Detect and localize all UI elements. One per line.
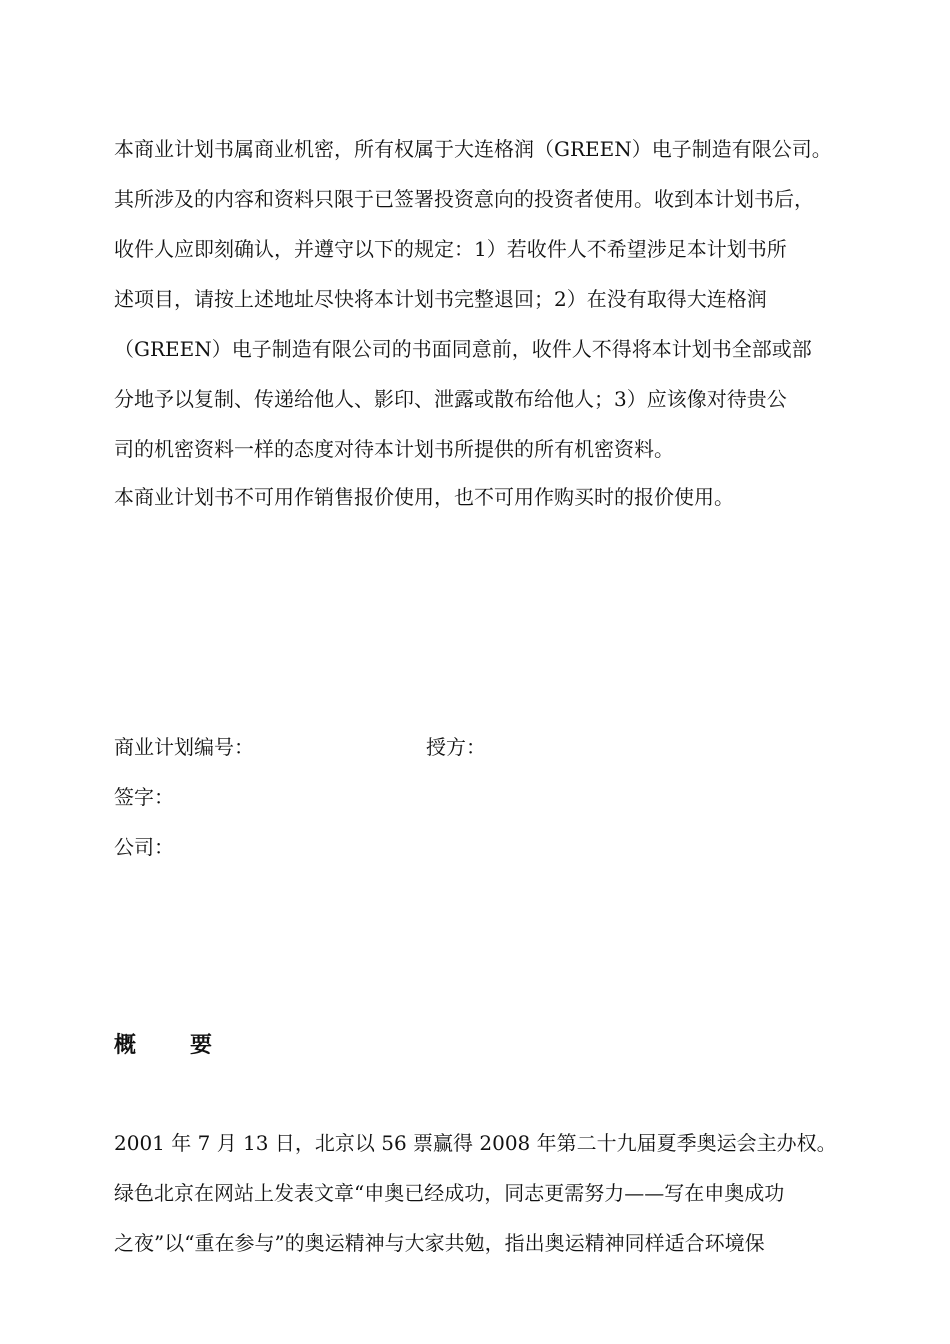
summary-heading-part: 概 [114,1032,137,1058]
summary-line: 2001 年 7 月 13 日，北京以 56 票赢得 2008 年第二十九届夏季奥运会主办权。 [114,1131,837,1155]
notice-line: 述项目，请按上述地址尽快将本计划书完整退回；2）在没有取得大连格润 [114,287,767,311]
confidentiality-notice [114,124,914,474]
company-label: 公司： [114,835,174,859]
notice-line: 本商业计划书属商业机密，所有权属于大连格润（GREEN）电子制造有限公司。 [114,137,832,161]
summary-line: 之夜”以“重在参与”的奥运精神与大家共勉，指出奥运精神同样适合环境保 [114,1231,765,1255]
signature-label: 签字： [114,785,174,809]
notice-line: 司的机密资料一样的态度对待本计划书所提供的所有机密资料。 [114,437,674,461]
notice-line: （GREEN）电子制造有限公司的书面同意前，收件人不得将本计划书全部或部 [114,337,812,361]
summary-heading [114,1028,212,1062]
plan-number-label: 商业计划编号： [114,735,254,759]
notice-line: 分地予以复制、传递给他人、影印、泄露或散布给他人；3）应该像对待贵公 [114,387,787,411]
notice-line: 其所涉及的内容和资料只限于已签署投资意向的投资者使用。收到本计划书后， [114,187,814,211]
grantee-label: 授方： [426,735,486,759]
summary-body [114,1118,914,1268]
summary-line: 绿色北京在网站上发表文章“申奥已经成功，同志更需努力——写在申奥成功 [114,1181,785,1205]
notice-line: 收件人应即刻确认，并遵守以下的规定：1）若收件人不希望涉足本计划书所 [114,237,787,261]
disclaimer-text [114,472,914,522]
disclaimer-line: 本商业计划书不可用作销售报价使用，也不可用作购买时的报价使用。 [114,485,734,509]
summary-heading-part: 要 [190,1032,213,1058]
